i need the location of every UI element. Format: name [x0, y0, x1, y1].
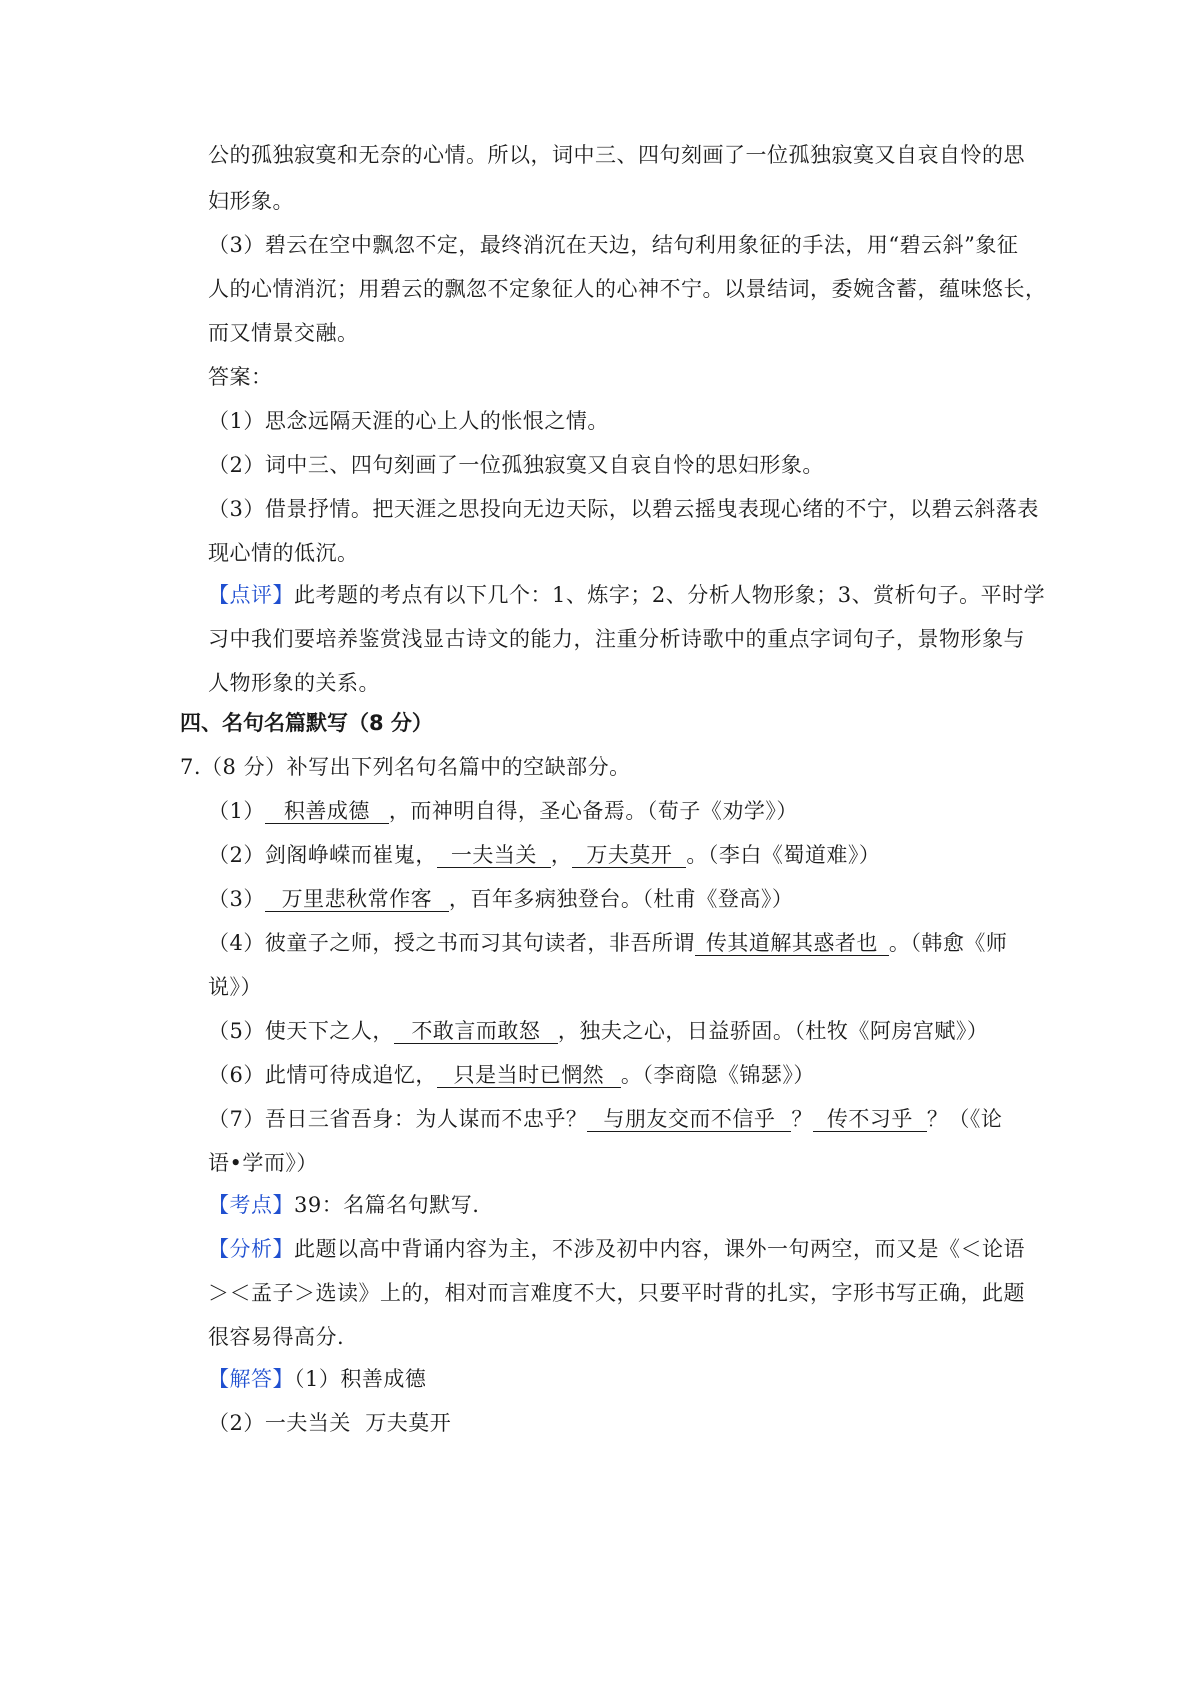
q7-item-1-pre: （1）	[208, 799, 265, 823]
analysis-line-1: 公的孤独寂寞和无奈的心情。所以，词中三、四句刻画了一位孤独寂寞又自哀自怜的思	[208, 143, 1025, 167]
q7-item-7-pre: （7）吾日三省吾身：为人谋而不忠乎？	[208, 1107, 588, 1131]
q7-item-6-pre: （6）此情可待成追忆，	[208, 1063, 437, 1087]
q7-item-2-blank-2: 万夫莫开	[572, 843, 686, 868]
q7-item-4-cont: 说》）	[208, 975, 262, 999]
q7-item-2-post: 。（李白《蜀道难》）	[686, 843, 881, 867]
q7-item-2-mid: ，	[550, 843, 573, 867]
kaodian-line	[208, 1190, 479, 1220]
q7-item-1-blank: 积善成德	[265, 799, 389, 824]
q7-item-1	[208, 796, 798, 826]
kaodian-text: 39：名篇名句默写.	[294, 1193, 480, 1217]
kaodian-tag: 【考点】	[208, 1193, 294, 1217]
fenxi-text-1: 此题以高中背诵内容为主，不涉及初中内容，课外一句两空，而又是《＜论语	[294, 1237, 1025, 1261]
jieda-text-1: （1）积善成德	[294, 1367, 427, 1391]
jieda-tag: 【解答】	[208, 1367, 294, 1391]
q7-item-5	[208, 1016, 988, 1046]
answer-label: 答案：	[208, 365, 273, 389]
q7-item-5-blank: 不敢言而敢怒	[394, 1019, 558, 1044]
q7-item-2-pre: （2）剑阁峥嵘而崔嵬，	[208, 843, 437, 867]
fenxi-tag: 【分析】	[208, 1237, 294, 1261]
q7-item-3-blank: 万里悲秋常作客	[265, 887, 449, 912]
q7-item-3-post: ，百年多病独登台。（杜甫《登高》）	[448, 887, 794, 911]
jieda-line-1	[208, 1364, 426, 1394]
answer-2: （2）词中三、四句刻画了一位孤独寂寞又自哀自怜的思妇形象。	[208, 453, 824, 477]
q7-item-1-post: ，而神明自得，圣心备焉。（荀子《劝学》）	[388, 799, 798, 823]
q7-item-7	[208, 1104, 1002, 1134]
comment-tag: 【点评】	[208, 583, 294, 607]
analysis-p3-line-1: （3）碧云在空中飘忽不定，最终消沉在天边，结句利用象征的手法，用“碧云斜”象征	[208, 233, 1019, 257]
q7-item-4-pre: （4）彼童子之师，授之书而习其句读者，非吾所谓	[208, 931, 695, 955]
q7-item-7-blank-2: 传不习乎	[813, 1107, 927, 1132]
comment-line-2: 习中我们要培养鉴赏浅显古诗文的能力，注重分析诗歌中的重点字词句子，景物形象与	[208, 627, 1025, 651]
section-heading: 四、名句名篇默写（8 分）	[180, 711, 433, 735]
q7-item-7-mid: ？	[791, 1107, 813, 1131]
answer-3-line-2: 现心情的低沉。	[208, 541, 359, 565]
q7-item-4-post: 。（韩愈《师	[888, 931, 1008, 955]
q7-item-4	[208, 928, 1007, 958]
question-7-stem: 7.（8 分）补写出下列名句名篇中的空缺部分。	[180, 755, 631, 779]
q7-item-6-post: 。（李商隐《锦瑟》）	[620, 1063, 815, 1087]
q7-item-4-blank: 传其道解其惑者也	[695, 931, 889, 956]
analysis-line-2: 妇形象。	[208, 189, 294, 213]
analysis-p3-line-2: 人的心情消沉；用碧云的飘忽不定象征人的心神不宁。以景结词，委婉含蓄，蕴味悠长，	[208, 277, 1047, 301]
fenxi-line-1	[208, 1234, 1025, 1264]
answer-3-line-1: （3）借景抒情。把天涯之思投向无边天际，以碧云摇曳表现心绪的不宁，以碧云斜落表	[208, 497, 1039, 521]
q7-item-3-pre: （3）	[208, 887, 265, 911]
answer-1: （1）思念远隔天涯的心上人的怅恨之情。	[208, 409, 609, 433]
fenxi-line-3: 很容易得高分.	[208, 1325, 345, 1349]
comment-line-3: 人物形象的关系。	[208, 671, 380, 695]
q7-item-5-pre: （5）使天下之人，	[208, 1019, 394, 1043]
q7-item-2	[208, 840, 880, 870]
fenxi-line-2: ＞＜孟子＞选读》上的，相对而言难度不大，只要平时背的扎实，字形书写正确，此题	[208, 1281, 1025, 1305]
q7-item-7-post: ？（《论	[926, 1107, 1003, 1131]
q7-item-2-blank-1: 一夫当关	[437, 843, 551, 868]
q7-item-3	[208, 884, 793, 914]
jieda-line-2: （2）一夫当关 万夫莫开	[208, 1411, 452, 1435]
comment-text-1: 此考题的考点有以下几个：1、炼字；2、分析人物形象；3、赏析句子。平时学	[294, 583, 1046, 607]
q7-item-6	[208, 1060, 815, 1090]
q7-item-7-blank-1: 与朋友交而不信乎	[587, 1107, 791, 1132]
q7-item-6-blank: 只是当时已惘然	[437, 1063, 621, 1088]
q7-item-7-cont: 语•学而》）	[208, 1151, 318, 1175]
comment-line-1	[208, 580, 1045, 610]
analysis-p3-line-3: 而又情景交融。	[208, 321, 359, 345]
q7-item-5-post: ，独夫之心，日益骄固。（杜牧《阿房宫赋》）	[557, 1019, 989, 1043]
